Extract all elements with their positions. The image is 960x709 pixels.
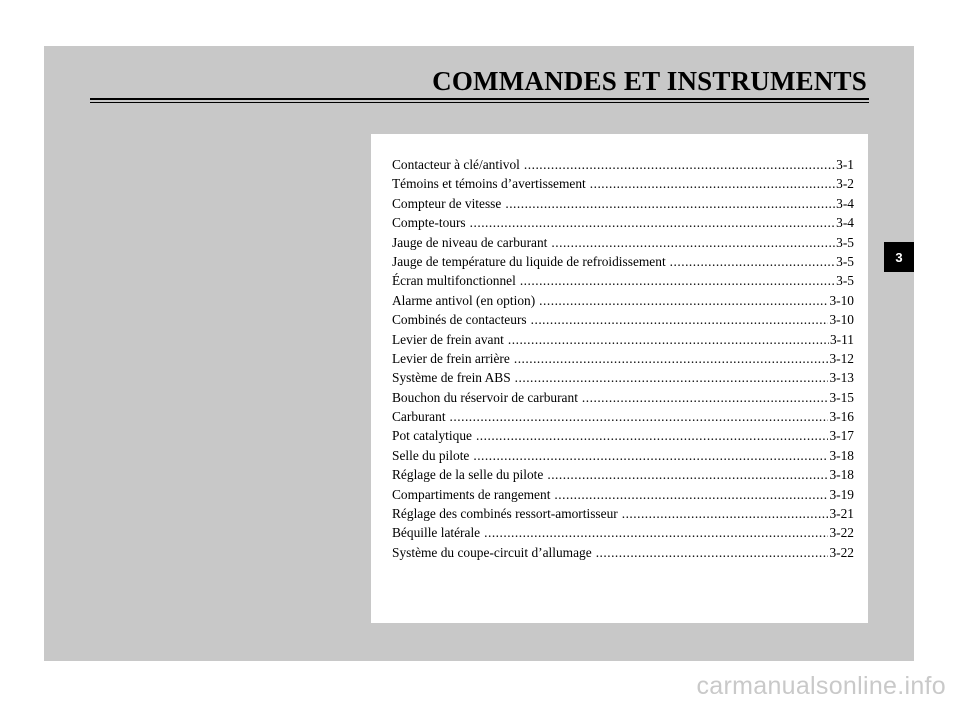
toc-entry-leader: [622, 504, 829, 523]
toc-entry-leader: [524, 155, 835, 174]
toc-entry-page: 3-22: [829, 525, 854, 541]
toc-entry-label: Écran multifonctionnel: [392, 273, 516, 289]
toc-entry[interactable]: [392, 388, 854, 407]
toc-entry-page: 3-1: [836, 157, 854, 172]
toc-entry-page: 3-10: [829, 292, 854, 308]
toc-entry-label: Pot catalytique: [392, 428, 472, 444]
toc-entry-label: Jauge de niveau de carburant: [392, 234, 548, 250]
toc-entry-label: Système du coupe-circuit d’allumage: [392, 544, 592, 560]
toc-entry[interactable]: [392, 465, 854, 484]
toc-entry-label: Carburant: [392, 409, 446, 425]
toc-entry-leader: [476, 426, 829, 445]
toc-entry-leader: [515, 368, 829, 387]
toc-entry-page: 3-21: [829, 506, 854, 522]
toc-entry-leader: [473, 446, 828, 465]
manual-page: [44, 46, 914, 661]
toc-entry[interactable]: [392, 310, 854, 329]
toc-entry[interactable]: [392, 291, 854, 310]
toc-entry-leader: [505, 194, 835, 213]
toc-entry-leader: [582, 388, 829, 407]
toc-entry-leader: [596, 543, 829, 562]
toc-entry-page: 3-5: [836, 273, 854, 289]
toc-entry-leader: [470, 213, 835, 232]
table-of-contents: [371, 134, 868, 623]
toc-entry-page: 3-2: [836, 176, 854, 192]
toc-entry-page: 3-15: [829, 389, 854, 405]
toc-entry-label: Bouchon du réservoir de carburant: [392, 389, 578, 405]
toc-entry-label: Contacteur à clé/antivol: [392, 157, 520, 172]
toc-entry-page: 3-18: [829, 467, 854, 483]
toc-entry[interactable]: [392, 543, 854, 562]
chapter-tab-number: 3: [895, 249, 903, 265]
toc-entry-leader: [531, 310, 829, 329]
toc-entry-leader: [450, 407, 829, 426]
toc-entry-page: 3-10: [829, 312, 854, 328]
toc-entry-label: Combinés de contacteurs: [392, 312, 527, 328]
toc-entry-label: Réglage de la selle du pilote: [392, 467, 544, 483]
toc-entry-leader: [508, 330, 829, 349]
toc-entry-leader: [547, 465, 828, 484]
toc-entry[interactable]: [392, 330, 854, 349]
toc-entry[interactable]: [392, 252, 854, 271]
toc-entry-label: Compte-tours: [392, 215, 466, 231]
toc-list: [392, 155, 854, 562]
toc-entry[interactable]: [392, 368, 854, 387]
toc-entry-page: 3-22: [829, 544, 854, 560]
toc-entry-label: Système de frein ABS: [392, 370, 511, 386]
toc-entry[interactable]: [392, 213, 854, 232]
toc-entry[interactable]: [392, 349, 854, 368]
toc-entry-page: 3-4: [836, 215, 854, 231]
toc-entry[interactable]: [392, 155, 854, 174]
title-rule-thick: [90, 98, 869, 100]
toc-entry-label: Alarme antivol (en option): [392, 292, 536, 308]
toc-entry-page: 3-5: [836, 253, 854, 269]
toc-entry[interactable]: [392, 174, 854, 193]
toc-entry-leader: [484, 523, 828, 542]
toc-entry-leader: [670, 252, 835, 271]
toc-entry-label: Selle du pilote: [392, 447, 470, 463]
toc-entry[interactable]: [392, 504, 854, 523]
toc-entry-label: Levier de frein arrière: [392, 350, 510, 366]
chapter-tab[interactable]: [884, 242, 914, 272]
toc-entry-leader: [554, 485, 828, 504]
toc-entry-page: 3-18: [829, 447, 854, 463]
toc-entry-leader: [539, 291, 828, 310]
toc-entry-page: 3-16: [829, 409, 854, 425]
toc-entry-label: Témoins et témoins d’avertissement: [392, 176, 586, 192]
toc-entry-label: Levier de frein avant: [392, 331, 504, 347]
toc-entry[interactable]: [392, 233, 854, 252]
toc-entry-page: 3-17: [829, 428, 854, 444]
toc-entry[interactable]: [392, 523, 854, 542]
toc-entry-label: Réglage des combinés ressort-amortisseur: [392, 506, 618, 522]
toc-entry-page: 3-11: [829, 331, 854, 347]
toc-entry[interactable]: [392, 485, 854, 504]
toc-entry-leader: [514, 349, 829, 368]
toc-entry[interactable]: [392, 407, 854, 426]
toc-entry-label: Jauge de température du liquide de refroidissement: [392, 253, 666, 269]
toc-entry[interactable]: [392, 426, 854, 445]
toc-entry-leader: [520, 271, 835, 290]
toc-entry[interactable]: [392, 446, 854, 465]
toc-entry-page: 3-19: [829, 486, 854, 502]
toc-entry-label: Compartiments de rangement: [392, 486, 551, 502]
watermark-text: carmanualsonline.info: [696, 672, 946, 700]
toc-entry[interactable]: [392, 194, 854, 213]
toc-entry-page: 3-4: [836, 195, 854, 211]
toc-entry-page: 3-5: [836, 234, 854, 250]
toc-entry-label: Compteur de vitesse: [392, 195, 502, 211]
toc-entry-label: Béquille latérale: [392, 525, 481, 541]
toc-entry-leader: [590, 174, 835, 193]
toc-entry-page: 3-12: [829, 350, 854, 366]
toc-entry[interactable]: [392, 271, 854, 290]
toc-entry-leader: [551, 233, 835, 252]
page-title: COMMANDES ET INSTRUMENTS: [432, 66, 867, 96]
title-rule-thin: [90, 102, 869, 103]
toc-entry-page: 3-13: [829, 370, 854, 386]
